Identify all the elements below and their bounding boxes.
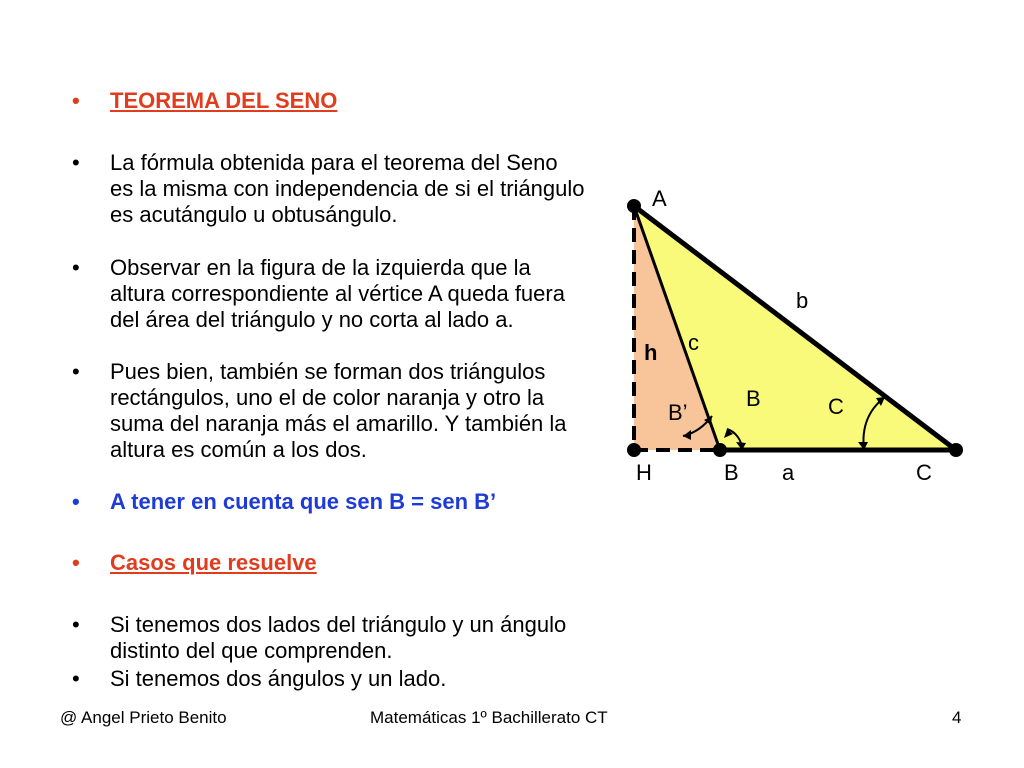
vertex-B-dot [713, 443, 727, 457]
footer-author: @ Angel Prieto Benito [60, 708, 227, 727]
footer-page-number: 4 [952, 708, 962, 727]
height-label-h: h [644, 340, 658, 365]
vertex-label-B: B [724, 460, 739, 485]
side-label-b: b [796, 288, 809, 313]
bullet-item: • Pues bien, también se forman dos triángulos rectángulos, uno el de color naranja y otro la suma del naranja más el amarillo. Y también la altura es común a los dos. [66, 359, 586, 463]
footer-course: Matemáticas 1º Bachillerato CT [370, 708, 608, 727]
angle-label-C: C [828, 394, 844, 419]
bullet-title [66, 88, 586, 114]
angle-label-B-prime: B’ [668, 400, 688, 425]
bullet-item: • Si tenemos dos lados del triángulo y un ángulo distinto del que comprenden. [66, 612, 586, 664]
vertex-A-dot [627, 199, 641, 213]
bullet-note: • A tener en cuenta que sen B = sen B’ [66, 489, 586, 515]
vertex-C-dot [949, 443, 963, 457]
bullet-item: • Si tenemos dos ángulos y un lado. [66, 666, 586, 692]
bullet-subtitle [66, 550, 586, 576]
side-label-c: c [688, 330, 699, 355]
title-text: TEOREMA DEL SENO [110, 88, 338, 113]
triangle-diagram [596, 180, 996, 500]
bullet-item: • Observar en la figura de la izquierda que la altura correspondiente al vértice A queda fuera del área del triángulo y no corta al lado a. [66, 255, 586, 333]
subtitle-text: Casos que resuelve [110, 550, 317, 575]
vertex-label-A: A [652, 186, 667, 211]
vertex-label-C: C [916, 460, 932, 485]
vertex-label-H: H [636, 460, 652, 485]
bullet-item: • La fórmula obtenida para el teorema del Seno es la misma con independencia de si el triángulo es acutángulo u obtusángulo. [66, 150, 586, 228]
triangle-figure [596, 180, 996, 500]
side-label-a: a [782, 460, 795, 485]
vertex-H-dot [627, 443, 641, 457]
angle-label-B: B [746, 386, 761, 411]
